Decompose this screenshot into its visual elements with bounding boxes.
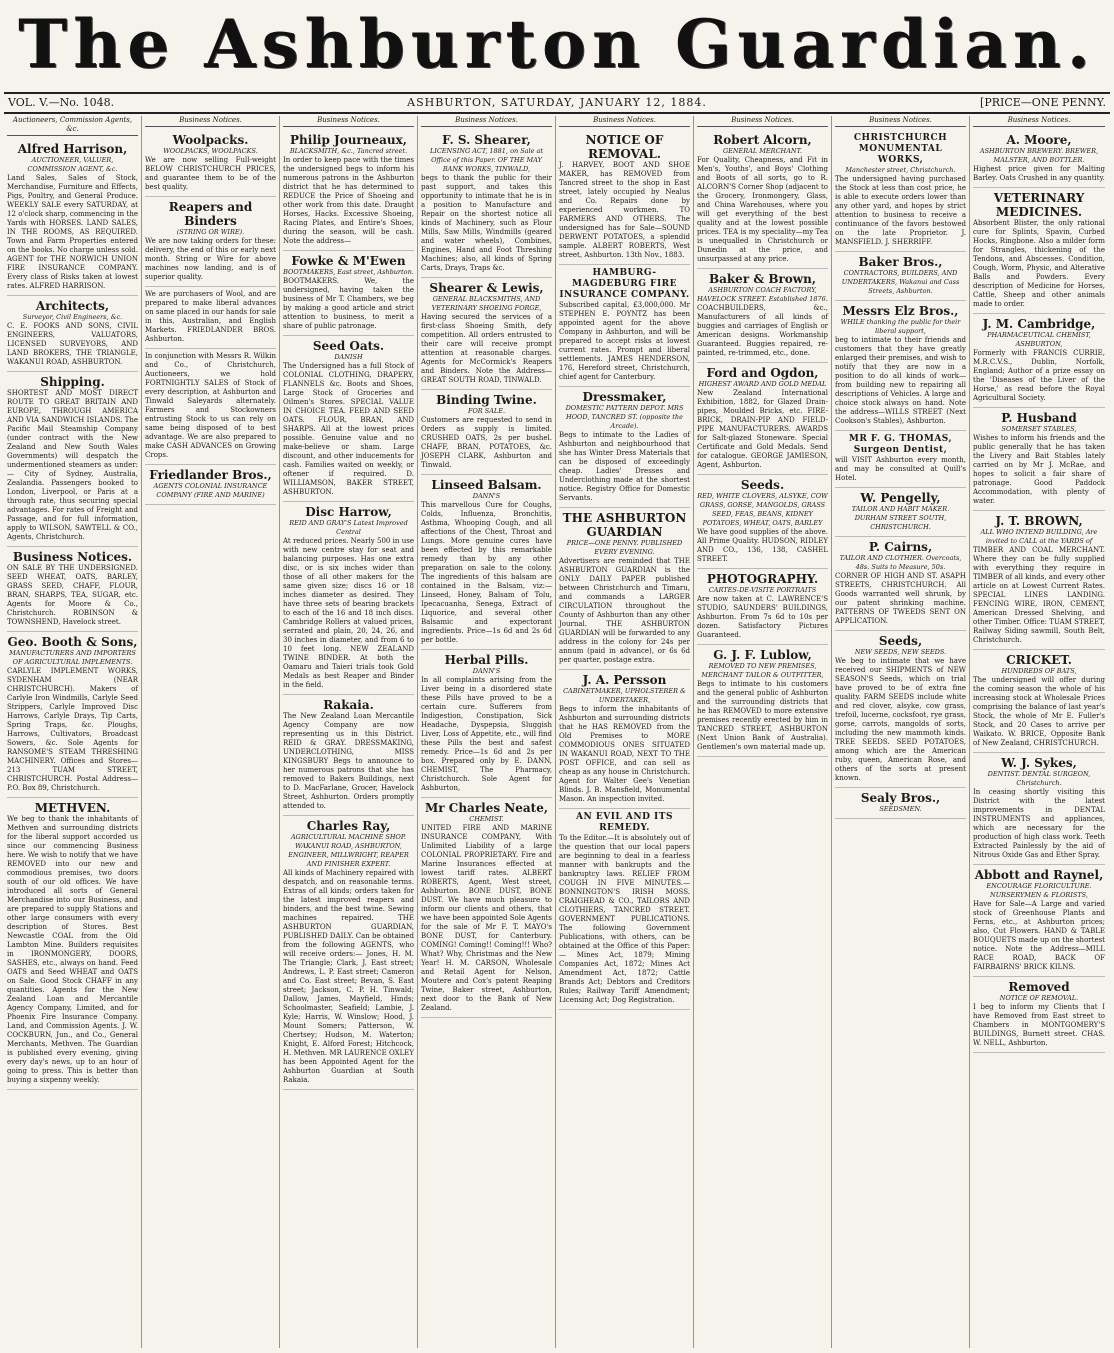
- column-5: [556, 116, 694, 1348]
- ad-title: Shearer & Lewis,: [429, 281, 544, 295]
- ad-body: Having secured the services of a first-class Shoeing Smith, defy competition. All orders entrusted to their care will receive prompt attention at reasonable charges. Agents for McCormick's Reapers and Binders. Note the Address—GREAT SOUTH ROAD, TINWALD.: [421, 313, 552, 384]
- advertisement: [559, 130, 690, 265]
- ad-body: At reduced prices. Nearly 500 in use with new centre stay for seat and balancing purposes. Has one extra disc, or is six inches wider than those of all other makers for the same given size; discs 16 or 18 inches diameter as desired. They have three sets of bearing brackets to each of the 16 and 18 inch discs. Cambridge Rollers at valued prices, serrated and plain, 20, 24, 26, and 30 inches in diameter, and from 6 to 10 feet long. NEW ZEALAND TWINE BINDER. At both the Oamaru and Taieri trials took Gold Medals as best Reaper and Binder in the field.: [283, 537, 414, 689]
- advertisement: [697, 475, 828, 569]
- ad-title: METHVEN.: [34, 801, 111, 815]
- advertisement: [973, 650, 1105, 753]
- ad-title: Geo. Booth & Sons,: [7, 635, 138, 649]
- ad-body: Wishes to inform his friends and the public generally that he has taken the Livery and Bait Stables lately carried on by Mr J. McRae, and hopes to solicit a fair share of patronage. Good Paddock Accommodation, with plenty of water.: [973, 434, 1105, 505]
- ad-body: We are now taking orders for these: delivery, the end of this or early next month. String or Wire for above machines now landing, and is of superior quality.: [145, 237, 276, 281]
- advertisement: [973, 511, 1105, 650]
- ad-body: We have good supplies of the above. All Prime Quality. HUDSON, RIDLEY AND CO., 136, 138, CASHEL STREET.: [697, 528, 828, 563]
- advertisement: [7, 296, 138, 372]
- ad-title: Sealy Bros.,: [860, 791, 941, 805]
- ad-subtitle: FOR SALE.: [467, 407, 506, 415]
- advertisement: [145, 287, 276, 349]
- ad-body: COACHBUILDERS, &c., Manufacturers of all kinds of buggies and carriages of English or American designs. Workmanship Guaranteed. Buggies repaired, re-painted, re-trimmed, etc., done.: [697, 304, 828, 357]
- advertisement: [7, 547, 138, 632]
- ad-body: Begs to intimate to his customers and the general public of Ashburton and the surrounding districts that he has REMOVED to more extensive premises recently erected by him in TANCRED STREET, ASHBURTON (Next Union Bank of Australia). Gentlemen's own material made up.: [697, 680, 828, 751]
- column-header: Business Notices.: [835, 116, 966, 127]
- ad-subtitle: GENERAL MERCHANT.: [722, 147, 803, 155]
- column-1: [4, 116, 142, 1348]
- advertisement: [559, 508, 690, 670]
- ad-subtitle: REMOVED TO NEW PREMISES, MERCHANT TAILOR & OUTFITTER,: [701, 662, 824, 679]
- ad-title: Removed: [1008, 980, 1070, 994]
- ad-body: The undersigned will offer during the coming season the whole of his increasing stock at Wholesale Prices comprising the balance of last year's Stock, the whole of Mr E. Fuller's Stock, and 20 Cases to arrive per Waikato. W. BRICE, Opposite Bank of New Zealand, CHRISTCHURCH.: [973, 676, 1105, 747]
- ad-title: Seeds,: [878, 634, 923, 648]
- ad-body: The Undersigned has a full Stock of COLONIAL CLOTHING, DRAPERY, FLANNELS &c. Boots and Shoes, Large Stock of Groceries and Oilmen's Stores. SPECIAL VALUE IN CHOICE TEA. FEED AND SEED OATS. FLOUR, BRAN, AND SHARPS. All at the lowest prices possible. Genuine value and no make-believe or sham. Large discount, and other inducements for cash. Families waited on weekly, or oftener if required. D. WILLIAMSON, BAKER STREET, ASHBURTON.: [283, 362, 414, 496]
- ad-title: Mr Charles Neate,: [424, 801, 549, 815]
- ad-body: The undersigned having purchased the Stock at less than cost price, he is able to execute orders lower than any other yard, and hopes by strict attention to business to receive a continuance of the favors bestowed on the late Proprietor. J. MANSFIELD. J. SHERRIFF.: [835, 175, 966, 246]
- ad-subtitle: BLACKSMITH, &c., Tancred street.: [289, 147, 408, 155]
- ad-body: Are now taken at C. LAWRENCE'S STUDIO, SAUNDERS' BUILDINGS, Ashburton. From 7s 6d to 10s per dozen. Satisfactory Pictures Guaranteed.: [697, 595, 828, 639]
- advertisement: [835, 252, 966, 301]
- advertisement: [973, 753, 1105, 865]
- ad-subtitle: TAILOR AND HABIT MAKER. DURHAM STREET SOUTH, CHRISTCHURCH.: [851, 505, 950, 531]
- ad-subtitle: CABINETMAKER, UPHOLSTERER & UNDERTAKER,: [563, 687, 686, 704]
- advertisement: [283, 816, 414, 1090]
- ad-title: A. Moore,: [1006, 133, 1072, 147]
- ad-title: MR F. G. THOMAS, Surgeon Dentist,: [848, 434, 953, 455]
- ad-body: Highest price given for Malting Barley. Oats Crushed in any quantity.: [973, 165, 1105, 182]
- ad-body: All kinds of Machinery repaired with despatch, and on reasonable terms. Extras of all kinds; orders taken for the latest improved reapers and binders, and the best twine. Sewing machines repaired. THE ASHBURTON GUARDIAN, PUBLISHED DAILY. Can be obtained from the following AGENTS, who will receive orders:— Jones, H. M. The Triangle; Clark, J. East street; Andrews, L. P. East street; Cameron and Co. East street; Bevan, S. East street; Jackson, C. P. H. Tinwald; Dallow, James, Mayfield, Hinds; Schoolmaster, Seafield; Lambie, J. Kyle; Harris, W. Winslow; Hood, J. Mount Somers; Patterson, W. Chertsey; Hudson, M. Waterton; Knight, E. Alford Forest; Hitchcock, H. Methven. MR LAURENCE OXLEY has been Appointed Agent for the Ashburton Guardian at South Rakaia.: [283, 869, 414, 1084]
- ad-subtitle: SEEDSMEN.: [879, 805, 922, 813]
- advertisement: [835, 130, 966, 252]
- column-8: [970, 116, 1108, 1348]
- ad-body: New Zealand International Exhibition, 1882, for Glazed Drain-pipes, Moulded Bricks, etc. FIRE-BRICK, DRAIN-PIP AND FIELD-PIPE MANUFACTURERS. AWARDS for Salt-glazed Stoneware. Special Certificate and Gold Medals. Send for catalogue. GEORGE JAMIESON, Agent, Ashburton.: [697, 389, 828, 469]
- ad-title: Baker & Brown,: [708, 272, 817, 286]
- ad-title: Linseed Balsam.: [431, 478, 542, 492]
- volume-number: VOL. V.—No. 1048.: [8, 96, 115, 109]
- ad-title: Philip Journeaux,: [290, 133, 407, 147]
- ad-body: In ceasing shortly visiting this District with the latest improvements in DENTAL INSTRUMENTS and appliances, which are necessary for the production of high class work. Teeth Extracted Painlessly by the aid of Nitrous Oxide Gas and Ether Spray.: [973, 788, 1105, 859]
- advertisement: [421, 130, 552, 278]
- ad-title: CHRISTCHURCH MONUMENTAL WORKS,: [853, 133, 948, 165]
- column-2: [142, 116, 280, 1348]
- ad-subtitle: AGENTS COLONIAL INSURANCE COMPANY (FIRE AND MARINE): [153, 482, 268, 499]
- ad-title: Shipping.: [40, 375, 105, 389]
- ad-body: Have for Sale—A Large and varied stock of Greenhouse Plants and Ferns, etc., at Ashburton prices; also, Cut Flowers. HAND & TABLE BOUQUETS made up on the shortest notice. Note the Address—MILL RACE ROAD, BACK OF FAIRBAIRNS' BRICK KILNS.: [973, 900, 1105, 971]
- ad-subtitle: Surveyor, Civil Engineers, &c.: [22, 313, 123, 321]
- ad-body: Customers are requested to send in Orders as supply is limited. CRUSHED OATS, 2s per bushel. CHAFF, BRAN, POTATOES, &c. JOSEPH CLARK, Ashburton and Tinwald.: [421, 416, 552, 469]
- ad-body: Land Sales, Sales of Stock, Merchandise, Furniture and Effects, Pigs, Poultry, and General Produce. WEEKLY SALE every SATURDAY, at 12 o'clock sharp, commencing in the Yards with HORSES. LAND SALES, IN THE ROOMS, AS REQUIRED. Town and Farm Properties entered on the books. No charge unless sold. AGENT for THE NORWICH UNION FIRE INSURANCE COMPANY. Every class of Risks taken at lowest rates. ALFRED HARRISON.: [7, 174, 138, 290]
- advertisement: [559, 387, 690, 508]
- advertisement: [283, 130, 414, 251]
- advertisement: [697, 645, 828, 757]
- ad-title: VETERINARY MEDICINES.: [993, 191, 1085, 219]
- ad-title: Baker Bros.,: [858, 255, 943, 269]
- advertisement: [835, 788, 966, 819]
- ad-subtitle: HIGHEST AWARD AND GOLD MEDAL: [698, 380, 827, 388]
- ad-title: P. Husband: [1001, 411, 1077, 425]
- advertisement: [835, 431, 966, 488]
- ad-subtitle: AUCTIONEER, VALUER, COMMISSION AGENT, &c.: [27, 156, 118, 173]
- ad-subtitle: ASHBURTON BREWERY. BREWER, MALSTER, AND BOTTLER.: [979, 147, 1099, 164]
- ad-title: Robert Alcorn,: [713, 133, 812, 147]
- column-3: [280, 116, 418, 1348]
- ad-subtitle: CARTES-DE-VISITE PORTRAITS: [708, 586, 817, 594]
- ad-subtitle: WOOLPACKS, WOOLPACKS.: [163, 147, 258, 155]
- ad-subtitle: BOOTMAKERS, East street, Ashburton.: [283, 268, 414, 276]
- ad-subtitle: PHARMACEUTICAL CHEMIST, ASHBURTON,: [987, 331, 1091, 348]
- ad-title: G. J. F. Lublow,: [713, 648, 812, 662]
- column-6: [694, 116, 832, 1348]
- ad-title: J. T. BROWN,: [995, 514, 1083, 528]
- advertisement: [835, 301, 966, 431]
- masthead: [0, 0, 1114, 88]
- column-header: Business Notices.: [283, 116, 414, 127]
- ad-subtitle: SOMERSET STABLES,: [1001, 425, 1077, 433]
- ad-body: Subscribed capital, £3,000,000. Mr STEPHEN E. POYNTZ has been appointed agent for the above Company in Ashburton, and will be prepared to accept risks at lowest current rates. Prompt and liberal settlements. JAMES HENDERSON, 176, Hereford street, Christchurch, chief agent for Canterbury.: [559, 301, 690, 381]
- ad-body: We are now selling Full-weight BELOW CHRISTCHURCH PRICES, and guarantee them to be of the best quality.: [145, 156, 276, 191]
- column-header: Business Notices.: [973, 116, 1105, 127]
- ad-body: I beg to inform my Clients that I have Removed from East street to Chambers in MONTGOMERY'S BUILDINGS, Burnett street. CHAS. W. NELL, Ashburton.: [973, 1003, 1105, 1047]
- advertisement: [421, 798, 552, 1018]
- ad-body: To the Editor.—It is absolutely out of the question that our local papers are beginning to deal in a fearless manner with bankrupts and the bankruptcy laws. RELIEF FROM COUGH IN FIVE MINUTES.—BONNINGTON'S IRISH MOSS. CRAIGHEAD & CO., TAILORS AND CLOTHIERS, TANCRED STREET. GOVERNMENT PUBLICATIONS. The following Government Publications, with others, can be obtained at the Office of this Paper:— Mines Act, 1879; Mining Companies Act, 1872; Mines Act Amendment Act, 1872; Cattle Brands Act; Debtors and Creditors Rules; Railway Tariff Amendment; Licensing Act; Dog Registration.: [559, 834, 690, 1004]
- ad-title: Disc Harrow,: [305, 505, 392, 519]
- ad-subtitle: NOTICE OF REMOVAL.: [999, 994, 1079, 1002]
- ad-body: Absorbent Blister, the only rational cure for Splints, Spavin, Curbed Hocks, Ringbone. Also a milder form for Strangles, thickening of the Tendons, and Abscesses. Condition, Cough, Worm, Physic, and Alterative Balls and Powders. Every description of Medicine for Horses, Cattle, Sheep and other animals made to order.: [973, 219, 1105, 308]
- ad-title: NOTICE OF REMOVAL.: [585, 133, 664, 161]
- ad-body: We beg to intimate that we have received our SHIPMENTS of NEW SEASON'S Seeds, which on trial have proved to be of extra fine quality. FARM SEEDS include white and red clover, alsyke, cow grass, trefoil, lucerne, cocksfoot, rye grass, gorse, carrots, mangolds of sorts, including the new mammoth kinds. TREE SEEDS. SEED POTATOES, among which are the American ruby, queen, American Rose, and others of the sorts at present known.: [835, 657, 966, 782]
- ad-subtitle: DENTIST. DENTAL SURGEON, Christchurch.: [987, 770, 1091, 787]
- ad-title: PHOTOGRAPHY.: [706, 572, 819, 586]
- advertisement: [145, 465, 276, 505]
- advertisement: [283, 251, 414, 336]
- ad-title: Fowke & M'Ewen: [291, 254, 406, 268]
- ad-subtitle: MANUFACTURERS AND IMPORTERS OF AGRICULTURAL IMPLEMENTS.: [9, 649, 136, 666]
- ad-body: SHORTEST AND MOST DIRECT ROUTE TO GREAT BRITAIN AND EUROPE, THROUGH AMERICA AND VIA SANDWICH ISLANDS. The Pacific Mail Steamship Company (under contract with the New Zealand and New South Wales Governments) will despatch the undermentioned steamers as under:— City of Sydney, Australia, Zealandia. Passengers booked to London, Liverpool, or Paris at a through rate, thus securing special advantages. For rates of Freight and Passage, and for full information, apply to WILSON, SAWTELL & CO., Agents, Christchurch.: [7, 389, 138, 541]
- advertisement: [145, 130, 276, 197]
- advertisement: [835, 488, 966, 537]
- advertisement: [145, 349, 276, 465]
- ad-subtitle: HUNDREDS OF BATS,: [1001, 667, 1077, 675]
- advertisement: [697, 569, 828, 645]
- advertisement: [421, 475, 552, 650]
- ad-subtitle: (STRING OR WIRE).: [176, 228, 245, 236]
- column-header: Business Notices.: [559, 116, 690, 127]
- ad-body: This marvellous Cure for Coughs, Colds, Influenza, Bronchitis, Asthma, Whooping Cough, and all affections of the Chest, Throat and Lungs. More genuine cures have been effected by this remarkable remedy than by any other preparation on sale to the colony. The ingredients of this balsam are contained in the Balsam, viz:—Linseed, Honey, Balsam of Tolu, Ipecacuanha, Senega, Extract of Liquorice, and several other Balsamic and expectorant ingredients. Price—1s 6d and 2s 6d per bottle.: [421, 501, 552, 644]
- ad-title: Architects,: [35, 299, 110, 313]
- ad-title: P. Cairns,: [868, 540, 933, 554]
- ad-title: Messrs Elz Bros.,: [842, 304, 959, 318]
- ad-title: Herbal Pills.: [444, 653, 529, 667]
- column-7: [832, 116, 970, 1348]
- advertisement: [421, 650, 552, 798]
- ad-subtitle: ASHBURTON COACH FACTORY, HAVELOCK STREET. Established 1876.: [697, 286, 828, 303]
- ad-body: In all complaints arising from the Liver being in a disordered state these Pills have proved to be a certain cure. Sufferers from Indigestion, Constipation, Sick Headache, Dyspepsia, Sluggish Liver, Loss of Appetite, etc., will find these Pills the best and safest remedy. Price—1s 6d and 2s per box. Prepared only by E. DANN, CHEMIST, The Pharmacy, Christchurch. Sole Agent for Ashburton,: [421, 676, 552, 792]
- ad-title: HAMBURG-MAGDEBURG FIRE INSURANCE COMPANY.: [559, 268, 690, 300]
- ad-title: AN EVIL AND ITS REMEDY.: [576, 812, 673, 833]
- ad-title: Friedlander Bros.,: [149, 468, 272, 482]
- ad-title: Reapers and Binders: [168, 200, 253, 228]
- column-header: Auctioneers, Commission Agents, &c.: [7, 116, 138, 136]
- ad-subtitle: CHEMIST.: [469, 815, 504, 823]
- advertisement: [973, 130, 1105, 188]
- advertisement: [973, 408, 1105, 511]
- ad-body: The New Zealand Loan Mercantile Agency Company are now representing us in this District. REID & GRAY. DRESSMAKING, UNDERCLOTHING, MISS KINGSBURY Begs to announce to her numerous patrons that she has removed to Bakers Buildings, next to D. MacFarlane, Grocer, Havelock Street, Ashburton. Orders promptly attended to.: [283, 712, 414, 810]
- ad-subtitle: DANN'S: [472, 667, 501, 675]
- ad-title: Dressmaker,: [582, 390, 667, 404]
- price: [PRICE—ONE PENNY.: [980, 96, 1106, 109]
- ad-subtitle: GENERAL BLACKSMITHS, AND VETERINARY SHOEING FORGE,: [431, 295, 542, 312]
- ad-body: Formerly with FRANCIS CURRIE, M.R.C.V.S., Dublin, Norfolk, England; Author of a prize essay on the 'Diseases of the Liver of the Horse,' as read before the Royal Agricultural Society.: [973, 349, 1105, 402]
- advertisement: [7, 139, 138, 296]
- advertisement: [559, 265, 690, 387]
- advertisement: [145, 197, 276, 287]
- dateline: [4, 92, 1110, 114]
- ad-body: In conjunction with Messrs R. Wilkin and Co., of Christchurch, Auctioneers, we hold FORTNIGHTLY SALES of Stock of every description, at Ashburton and Tinwald Saleyards alternately. Farmers and Stockowners entrusting Stock to us can rely on same being disposed of to best advantage. We are also prepared to make CASH ADVANCES on Growing Crops.: [145, 352, 276, 459]
- ad-body: For Quality, Cheapness, and Fit in Men's, Youths', and Boys' Clothing and Boots of all sorts, go to R. ALCORN'S Corner Shop (adjacent to the Grocery, Ironmongery, Glass, and China Warehouses, where you will get everything of the best quality and at the lowest possible prices. TEA is my speciality—my Tea is unequalled in Christchurch or Dunedin at the price, and unsurpassed at any price.: [697, 156, 828, 263]
- advertisement: [973, 977, 1105, 1053]
- column-4: [418, 116, 556, 1348]
- ad-body: UNITED FIRE AND MARINE INSURANCE COMPANY, With Unlimited Liability of a large COLONIAL PROPRIETARY. Fire and Marine Insurances effected at lowest tariff rates. ALBERT ROBERTS, Agent, West street, Ashburton. BONE DUST, BONE DUST. We have much pleasure to inform our clients and others, that we have been appointed Sole Agents for the sale of Mr F. T. MAYO's BONE DUST, for Canterbury. COMING! Coming!! Coming!!! Who? What? Why, Christmas and the New Year! H. M. CARSON, Wholesale and Retail Agent for Nelson, Moutere and Cox's patent Reaping Twine, Baker street, Ashburton, next door to the Bank of New Zealand.: [421, 824, 552, 1012]
- ad-subtitle: LICENSING ACT, 1881, on Sale at Office of this Paper. OF THE MAY BANK WORKS, TINWALD,: [429, 147, 544, 173]
- ad-body: In order to keep pace with the times the undersigned begs to inform his numerous patrons in the Ashburton district that he has determined to REDUCE the Price of Shoeing and other work from this date. Draught Horses, Hacks. Excessive Shoeing, Racing Plates, and Entire's Shoes, during the season, will be cash. Note the address—: [283, 156, 414, 245]
- advertisement: [283, 502, 414, 695]
- advertisement: [973, 314, 1105, 408]
- ad-title: Woolpacks.: [172, 133, 249, 147]
- advertisement: [283, 336, 414, 502]
- ad-title: THE ASHBURTON GUARDIAN: [562, 511, 687, 539]
- ad-body: will VISIT Ashburton every month, and may be consulted at Quill's Hotel.: [835, 456, 966, 482]
- advertisement: [7, 798, 138, 1090]
- ad-subtitle: AGRICULTURAL MACHINE SHOP. WAKANUI ROAD, ASHBURTON, ENGINEER, MILLWRIGHT, REAPER AND FINISHER EXPERT.: [288, 833, 409, 868]
- column-header: Business Notices.: [697, 116, 828, 127]
- ad-subtitle: TAILOR AND CLOTHIER. Overcoats, 48s. Suits to Measure, 50s.: [839, 554, 962, 571]
- ad-title: J. A. Persson: [582, 673, 667, 687]
- ad-body: We are purchasers of Wool, and are prepared to make liberal advances on same placed in our hands for sale in this, Australian, and English Markets. FRIEDLANDER BROS. Ashburton.: [145, 290, 276, 343]
- column-header: Business Notices.: [145, 116, 276, 127]
- ad-body: CARLYLE IMPLEMENT WORKS, SYDENHAM (NEAR CHRISTCHURCH). Makers of Carlyle Iron Windmills, Carlyle Seed Strippers, Carlyle Improved Disc Harrows, Carlyle Drays, Tip Carts, Spring Traps, &c. Ploughs, Harrows, Cultivators, Broadcast Sowers, &c. Sole Agents for RANSOME'S STEAM THRESHING MACHINERY. Offices and Stores—213 TUAM STREET, CHRISTCHURCH. Postal Address—P.O. Box 89, Christchurch.: [7, 667, 138, 792]
- advertisement: [283, 695, 414, 816]
- column-header: Business Notices.: [421, 116, 552, 127]
- ad-title: W. Pengelly,: [860, 491, 941, 505]
- ad-title: Seed Oats.: [312, 339, 385, 353]
- newspaper-title: The Ashburton Guardian.: [18, 5, 1096, 83]
- advertisement: [973, 865, 1105, 977]
- ad-title: W. J. Sykes,: [1001, 756, 1077, 770]
- advertisement: [697, 269, 828, 363]
- advertisement: [421, 278, 552, 390]
- ad-title: Charles Ray,: [306, 819, 391, 833]
- advertisement: [697, 363, 828, 475]
- ad-subtitle: PRICE—ONE PENNY. PUBLISHED EVERY EVENING.: [566, 539, 683, 556]
- advertisement: [835, 537, 966, 631]
- advertisement: [835, 631, 966, 788]
- ad-subtitle: CONTRACTORS, BUILDERS, AND UNDERTAKERS, Wakanui and Cass Streets, Ashburton.: [841, 269, 960, 295]
- ad-title: F. S. Shearer,: [442, 133, 531, 147]
- ad-subtitle: Manchester street, Christchurch.: [845, 166, 956, 174]
- ad-subtitle: DANN'S: [472, 492, 501, 500]
- ad-body: begs to thank the public for their past support, and takes this opportunity to intimate that he is in a position to Manufacture and Repair on the shortest notice all kinds of Machinery, such as Flour Mills, Saw Mills, Windmills (geared and water wheels), Combines, Engines, Hand and Foot Threshing Machines; also, all kinds of Spring Carts, Drays, Traps &c.: [421, 174, 552, 272]
- ad-title: Business Notices.: [12, 550, 133, 564]
- advertisement: [559, 809, 690, 1010]
- ad-body: TIMBER AND COAL MERCHANT. Where they can be fully supplied with everything they require in TIMBER of all kinds, and every other article on at Lowest Current Rates. SPECIAL LINES LANDING. FENCING WIRE, IRON, CEMENT, American Dressed Shelving, and other Timber. Office: TUAM STREET, Railway Siding sawmill, South Belt, Christchurch.: [973, 546, 1105, 644]
- ad-body: Begs to inform the inhabitants of Ashburton and surrounding districts that he HAS REMOVED from the Old Premises to MORE COMMODIOUS ONES SITUATED IN WAKANUI ROAD, NEXT TO THE POST OFFICE, and can sell as cheap as any house in Christchurch. Agent for Walter Gee's Venetian Blinds. J. B. Mansfield, Monumental Mason. An inspection invited.: [559, 705, 690, 803]
- ad-subtitle: DOMESTIC PATTERN DEPOT. MRS HOOD, TANCRED ST. (opposite the Arcade).: [565, 404, 684, 430]
- ad-title: Binding Twine.: [436, 393, 537, 407]
- ad-subtitle: DANISH: [334, 353, 363, 361]
- ad-title: Seeds.: [740, 478, 785, 492]
- ad-title: CRICKET.: [1006, 653, 1072, 667]
- ad-title: Ford and Ogdon,: [706, 366, 819, 380]
- ad-title: Alfred Harrison,: [17, 142, 128, 156]
- ad-body: C. E. FOOKS AND SONS, CIVIL ENGINEERS, VALUATORS, LICENSED SURVEYORS, AND LAND BROKERS, THE TRIANGLE, WAKANUI ROAD, ASHBURTON.: [7, 322, 138, 366]
- advertisement: [973, 188, 1105, 314]
- ad-title: Abbott and Raynel,: [974, 868, 1104, 882]
- ad-body: J. HARVEY, BOOT AND SHOE MAKER, has REMOVED from Tancred street to the shop in East street, lately occupied by Nealus and Co. Repairs done by experienced workmen. TO FARMERS AND OTHERS. The undersigned has for Sale—SOUND DERWENT POTATOES, a splendid sample. ALBERT ROBERTS, West street, Ashburton. 13th Nov., 1883.: [559, 161, 690, 259]
- ad-subtitle: REID AND GRAY'S Latest Improved Central: [289, 519, 408, 536]
- ad-subtitle: WHILE thanking the public for their liberal support,: [840, 318, 961, 335]
- advertisement: [559, 670, 690, 809]
- ad-body: beg to intimate to their friends and customers that they have greatly enlarged their premises, and wish to notify that they are now in a position to do all kinds of work—from building new to repairing all descriptions of Vehicles. A large and choice stock always on hand. Note the address—WILLS STREET (Next Cookson's Stables), Ashburton.: [835, 336, 966, 425]
- ad-body: ON SALE BY THE UNDERSIGNED. SEED WHEAT, OATS, BARLEY, GRASS SEED, CHAFF, FLOUR, BRAN, SHARPS, TEA, SUGAR, etc. Agents for Moore & Co., Christchurch. ROBINSON & TOWNSHEND, Havelock street.: [7, 564, 138, 626]
- ad-body: Begs to intimate to the Ladies of Ashburton and neighbourhood that she has Winter Dress Materials that can be disposed of exceedingly cheap. Ladies' Dresses and Underclothing made at the shortest notice. Registry Office for Domestic Servants.: [559, 431, 690, 502]
- advertisement: [697, 130, 828, 269]
- ad-subtitle: NEW SEEDS, NEW SEEDS.: [854, 648, 947, 656]
- ad-subtitle: RED, WHITE CLOVERS, ALSYKE, COW GRASS, GORSE, MANGOLDS, GRASS SEED, FEAS, BEANS, KIDNEY POTATOES, WHEAT, OATS, BARLEY: [697, 492, 828, 527]
- ad-title: J. M. Cambridge,: [982, 317, 1096, 331]
- place-date: ASHBURTON, SATURDAY, JANUARY 12, 1884.: [407, 96, 707, 109]
- ad-subtitle: ENCOURAGE FLORICULTURE. NURSERYMEN & FLORISTS,: [986, 882, 1092, 899]
- ad-body: Advertisers are reminded that THE ASHBURTON GUARDIAN is the ONLY DAILY PAPER published between Christchurch and Timaru, and commands a LARGER CIRCULATION throughout the County of Ashburton than any other Journal. THE ASHBURTON GUARDIAN will be forwarded to any address in the colony for 24s per annum (paid in advance), or 6s 6d per quarter, postage extra.: [559, 557, 690, 664]
- advertisement: [7, 372, 138, 547]
- advertisement: [421, 390, 552, 475]
- ad-title: Rakaia.: [323, 698, 374, 712]
- advertisement-columns: [4, 116, 1110, 1348]
- ad-body: We beg to thank the inhabitants of Methven and surrounding districts for the liberal support accorded us since our commencing Business here. We wish to notify that we have REMOVED into our new and commodious premises, two doors south of our old offices. We have introduced all sorts of General Merchandise into our Business, and are prepared to supply Stations and other large consumers with every description of Stores. Best Newcastle COAL from the Old Lambton Mine. Builders requisites in IRONMONGERY, DOORS, SASHES, etc., always on hand. Feed OATS and Seed WHEAT and OATS on Sale. Good Stock CHAFF in any quantities. Agents for the New Zealand Loan and Mercantile Agency Company, Limited, and for Phoenix Fire Insurance Company. Land, and Commission Agents. J. W. COCKBURN, Jun., and Co., General Merchants, Methven. The Guardian is published every evening, giving every day's news, up to an hour of going to press. This is better than buying a sixpenny weekly.: [7, 815, 138, 1084]
- advertisement: [7, 632, 138, 798]
- ad-body: BOOTMAKERS. We, the undersigned, having taken the business of Mr T. Chambers, we beg by making a good article and strict attention to business, to merit a share of public patronage.: [283, 277, 414, 330]
- ad-body: CORNER OF HIGH AND ST. ASAPH STREETS, CHRISTCHURCH. All Goods warranted well shrunk, by our patent shrinking machine. PATTERNS OF TWEEDS SENT ON APPLICATION.: [835, 572, 966, 625]
- ad-subtitle: ALL WHO INTEND BUILDING, Are invited to CALL at the YARDS of: [980, 528, 1098, 545]
